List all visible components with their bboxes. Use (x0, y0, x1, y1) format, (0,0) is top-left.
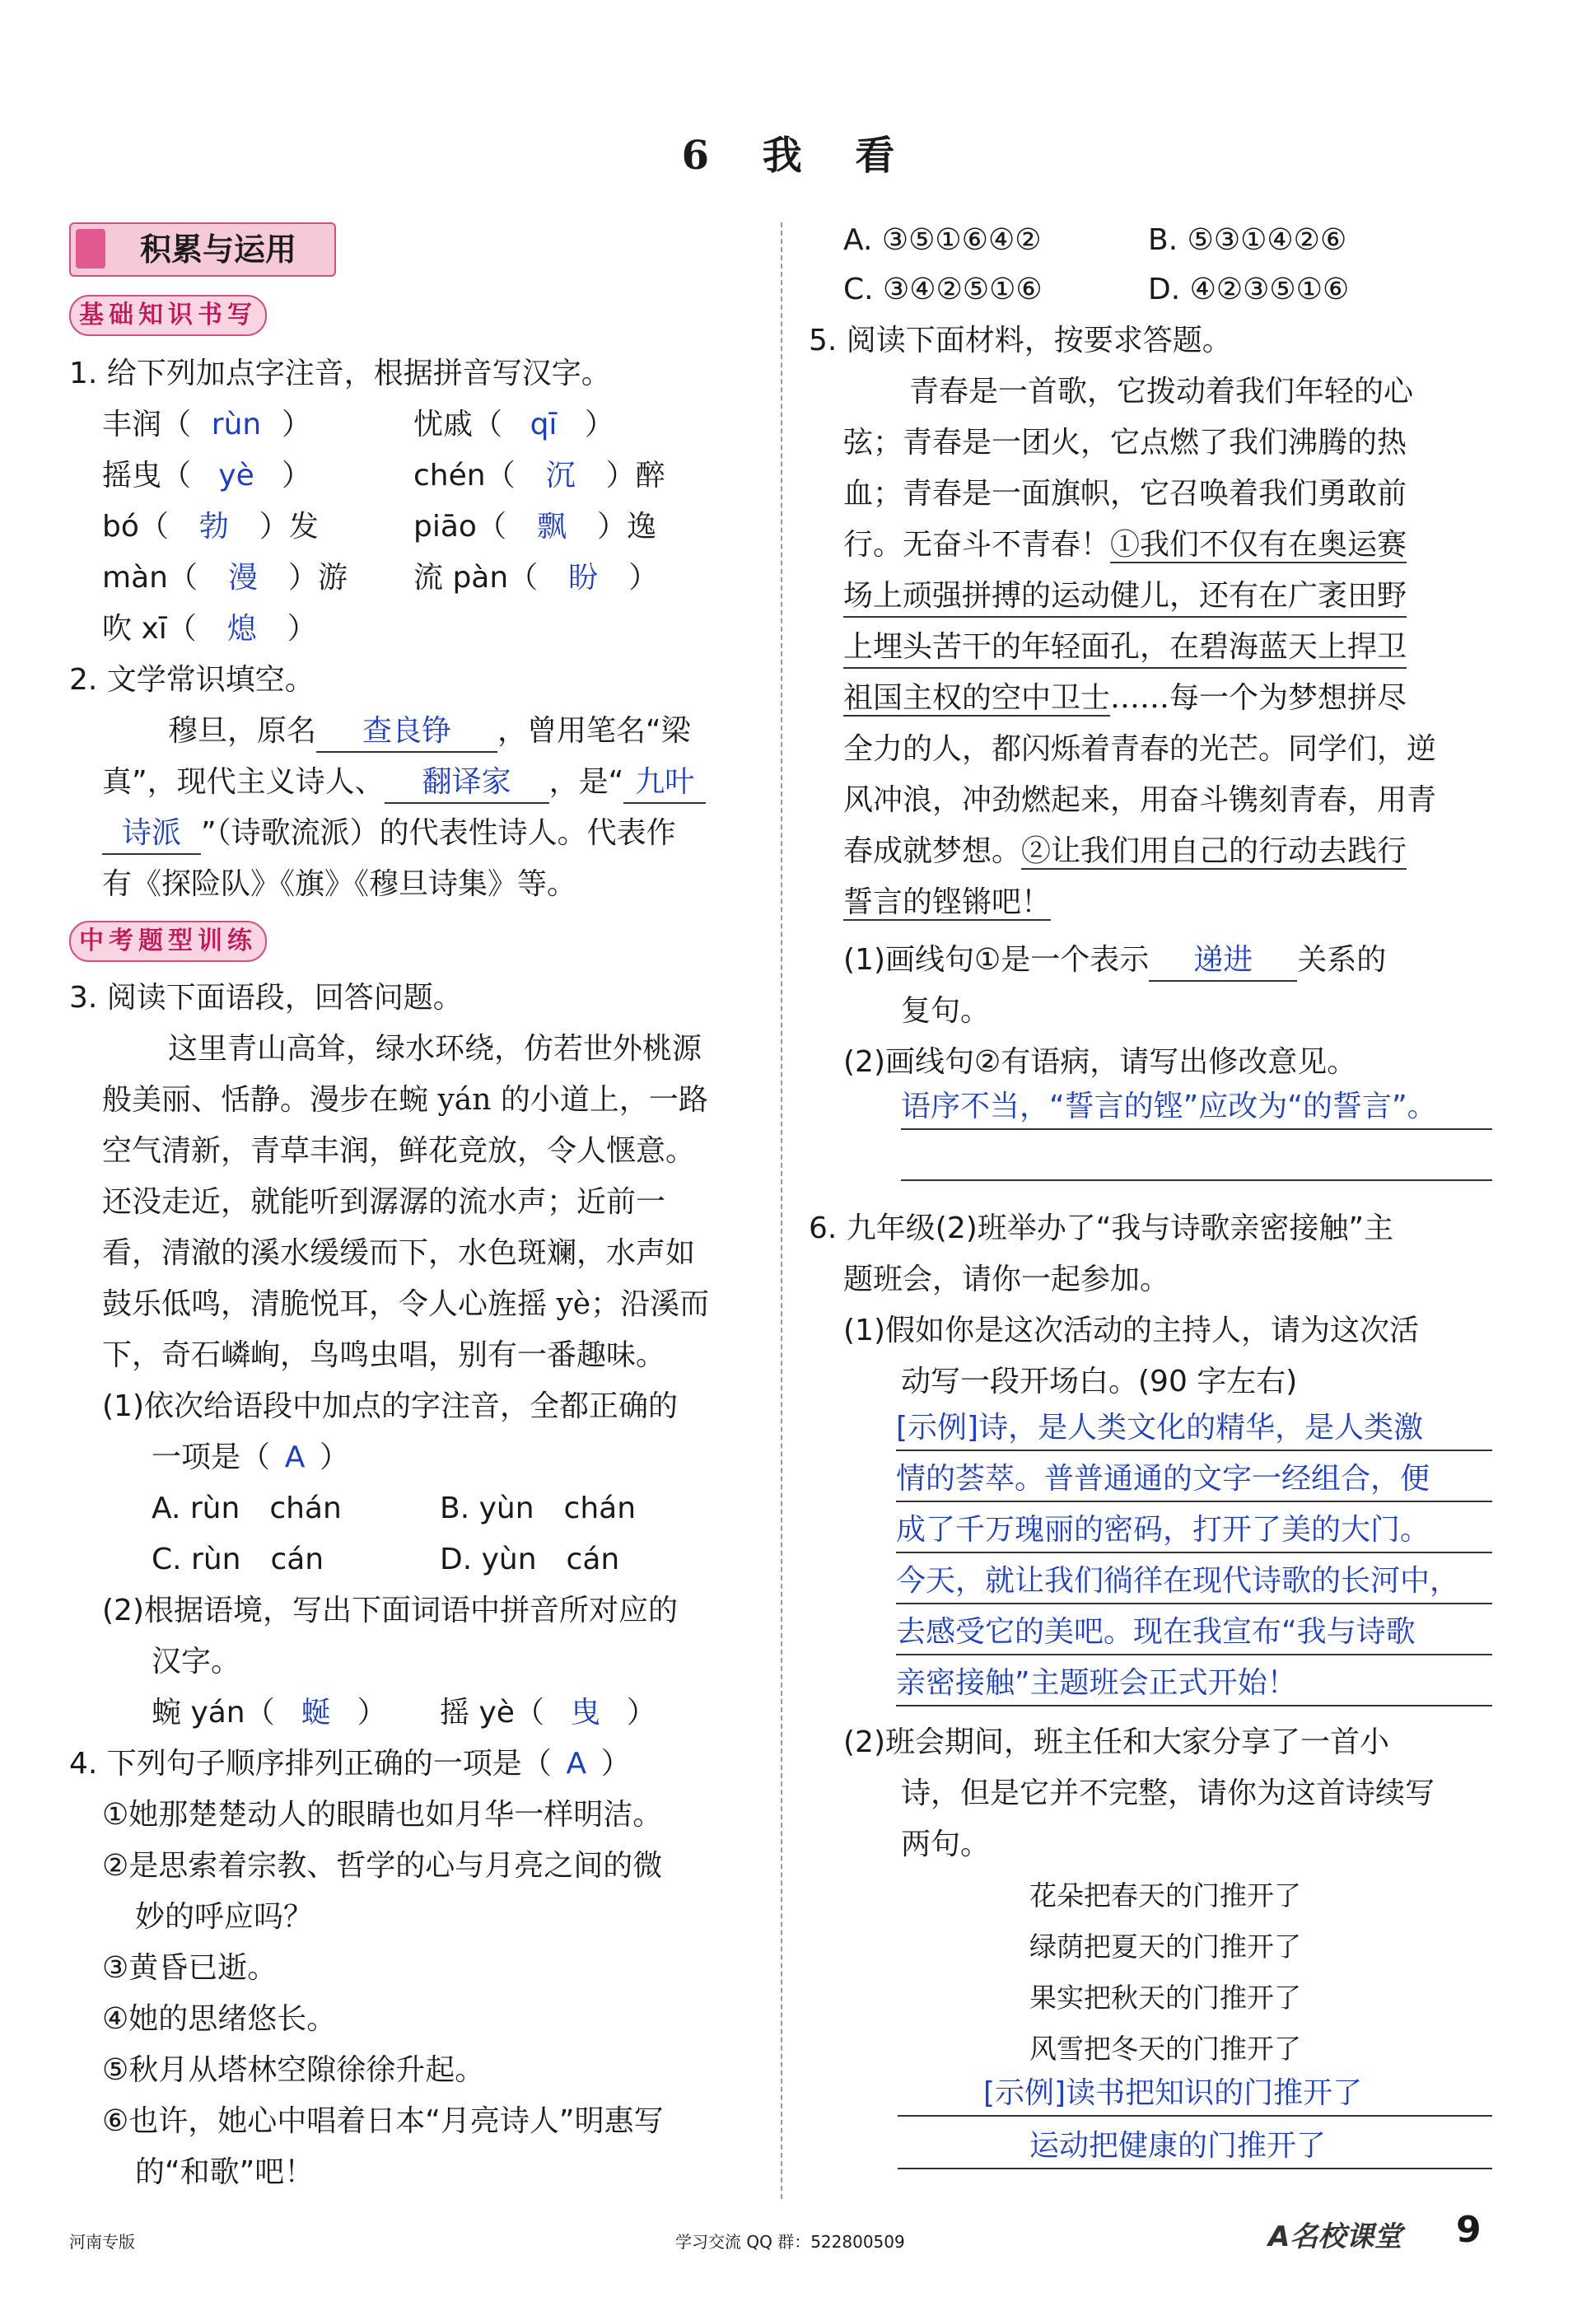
q1-r1b: 忧戚（ qī ） (413, 408, 615, 441)
q4-i2b: 妙的呼应吗？ (135, 1900, 314, 1934)
q1-stem: 1. 给下列加点字注音，根据拼音写汉字。 (69, 357, 611, 390)
q6-stem2: 题班会，请你一起参加。 (843, 1263, 1170, 1296)
q3-p4: 还没走近，就能听到潺潺的流水声；近前一 (102, 1185, 666, 1219)
answer-rule (896, 1450, 1492, 1451)
column-divider (781, 222, 782, 2199)
q5-s2-answer: 语序不当，“誓言的铿”应改为“的誓言”。 (901, 1090, 1437, 1123)
banner-bar (76, 229, 105, 268)
poem-line3: 果实把秋天的门推开了 (1029, 1982, 1301, 2014)
answer-rule (896, 1603, 1492, 1604)
q2-line2: 真”，现代主义诗人、 翻译家 ，是“ 九叶 (102, 763, 706, 804)
pill-exam-training: 中考题型训练 (69, 921, 267, 962)
answer-rule (901, 1179, 1492, 1181)
q1-r2b: chén（ 沉 ）醉 (413, 459, 665, 493)
q6-answer-line3: 成了千万瑰丽的密码，打开了美的大门。 (896, 1513, 1430, 1547)
q4-optC: C. ③④②⑤①⑥ (843, 273, 1043, 306)
q1-r3b: piāo（ 飘 ）逸 (413, 510, 656, 544)
q6-s2a: (2)班会期间，班主任和大家分享了一首小 (843, 1725, 1389, 1759)
q5-p8: 全力的人，都闪烁着青春的光芒。同学们，逆 (843, 732, 1437, 766)
q3-w1: 蜿 yán（ 蜒 ） (152, 1696, 387, 1730)
q4-i5: ⑤秋月从塔林空隙徐徐升起。 (102, 2053, 485, 2087)
footer-edition: 河南专版 (69, 2232, 135, 2252)
q4-optB: B. ⑤③①④②⑥ (1148, 223, 1347, 257)
q3-optC: C. rùn cán (152, 1543, 324, 1576)
q6-s1a: (1)假如你是这次活动的主持人，请为这次活 (843, 1314, 1419, 1347)
page-title: 6 我 看 (681, 133, 915, 179)
q3-w2: 摇 yè（ 曳 ） (440, 1696, 656, 1730)
q3-s1a: (1)依次给语段中加点的字注音，全都正确的 (102, 1389, 678, 1423)
q5-p10: 春成就梦想。②让我们用自己的行动去践行 (843, 834, 1407, 868)
q6-answer-line6: 亲密接触”主题班会正式开始！ (896, 1666, 1297, 1700)
q6-s2b: 诗，但是它并不完整，请你为这首诗续写 (901, 1776, 1435, 1810)
poem-answer1: [示例]读书把知识的门推开了 (983, 2076, 1363, 2110)
q1-r2a: 摇曳（ yè ） (102, 459, 312, 493)
q5-s1c: 复句。 (901, 994, 991, 1028)
q4-i1: ①她那楚楚动人的眼睛也如月华一样明洁。 (102, 1798, 663, 1832)
q5-p4: 行。无奋斗不青春！①我们不仅有在奥运赛 (843, 528, 1407, 562)
q4-i4: ④她的思绪悠长。 (102, 2002, 337, 2036)
q5-p6: 上埋头苦干的年轻面孔，在碧海蓝天上捍卫 (843, 628, 1407, 669)
q5-s2: (2)画线句②有语病，请写出修改意见。 (843, 1045, 1357, 1079)
answer-rule (896, 1501, 1492, 1502)
answer-rule (896, 1705, 1492, 1706)
q6-s2c: 两句。 (901, 1828, 991, 1861)
page-number: 9 (1456, 2209, 1482, 2251)
answer-rule (896, 1552, 1492, 1553)
footer-qq-group: 学习交流 QQ 群：522800509 (675, 2232, 905, 2252)
q4-optA: A. ③⑤①⑥④② (843, 223, 1042, 257)
q3-p5: 看，清澈的溪水缓缓而下，水色斑斓，水声如 (102, 1236, 696, 1270)
poem-answer2: 运动把健康的门推开了 (1029, 2129, 1327, 2163)
q6-answer-line2: 情的荟萃。普普通通的文字一经组合，便 (896, 1462, 1430, 1496)
q3-p6: 鼓乐低鸣，清脆悦耳，令人心旌摇 yè；沿溪而 (102, 1287, 710, 1321)
answer-rule (901, 1128, 1492, 1130)
q2-line3: 诗派 ”（诗歌流派）的代表性诗人。代表作 (102, 814, 676, 855)
q4-stem: 4. 下列句子顺序排列正确的一项是（ A ） (69, 1747, 631, 1781)
q4-i6b: 的“和歌”吧！ (135, 2155, 315, 2189)
q6-answer-line4: 今天，就让我们徜徉在现代诗歌的长河中， (896, 1564, 1460, 1598)
q6-s1b: 动写一段开场白。(90 字左右) (901, 1365, 1298, 1398)
q3-optD: D. yùn cán (440, 1543, 620, 1576)
q1-r4b: 流 pàn（ 盼 ） (413, 561, 659, 595)
publisher-logo: A名校课堂 (1268, 2220, 1402, 2253)
q5-p11: 誓言的铿锵吧！ (843, 885, 1052, 919)
answer-rule (898, 2168, 1492, 2169)
answer-rule (898, 2115, 1492, 2117)
q3-p3: 空气清新，青草丰润，鲜花竞放，令人惬意。 (102, 1134, 696, 1168)
q5-p1: 青春是一首歌，它拨动着我们年轻的心 (909, 375, 1414, 409)
q2-line4: 有《探险队》《旗》《穆旦诗集》等。 (102, 867, 577, 901)
q4-i6a: ⑥也许，她心中唱着日本“月亮诗人”明惠写 (102, 2104, 664, 2138)
q6-answer-line5: 去感受它的美吧。现在我宣布“我与诗歌 (896, 1615, 1416, 1649)
q5-p9: 风冲浪，冲劲燃起来，用奋斗镌刻青春，用青 (843, 783, 1437, 817)
q3-p2: 般美丽、恬静。漫步在蜿 yán 的小道上，一路 (102, 1083, 708, 1117)
q4-optD: D. ④②③⑤①⑥ (1148, 273, 1350, 306)
q5-p5: 场上顽强拼搏的运动健儿，还有在广袤田野 (843, 577, 1407, 618)
q5-p2: 弦；青春是一团火，它点燃了我们沸腾的热 (843, 426, 1407, 460)
q1-r3a: bó（ 勃 ）发 (102, 510, 319, 544)
poem-line2: 绿荫把夏天的门推开了 (1029, 1931, 1301, 1963)
q3-s2a: (2)根据语境，写出下面词语中拼音所对应的 (102, 1594, 678, 1627)
q5-p3: 血；青春是一面旗帜，它召唤着我们勇敢前 (843, 477, 1407, 511)
section-title: 积累与运用 (140, 231, 297, 268)
q4-i2a: ②是思索着宗教、哲学的心与月亮之间的微 (102, 1849, 663, 1883)
q2-stem: 2. 文学常识填空。 (69, 663, 315, 697)
poem-line1: 花朵把春天的门推开了 (1029, 1879, 1301, 1912)
answer-rule (896, 1654, 1492, 1655)
q1-r4a: màn（ 漫 ）游 (102, 561, 348, 595)
q1-r1a: 丰润（ rùn ） (102, 408, 312, 441)
q3-s1b: 一项是（ A ） (152, 1440, 350, 1474)
poem-line4: 风雪把冬天的门推开了 (1029, 2033, 1301, 2065)
q5-stem: 5. 阅读下面材料，按要求答题。 (809, 324, 1232, 357)
pill-basic-knowledge: 基础知识书写 (69, 295, 267, 336)
q3-optA: A. rùn chán (152, 1492, 342, 1525)
q1-r5a: 吹 xī（ 熄 ） (102, 612, 317, 646)
q6-stem1: 6. 九年级(2)班举办了“我与诗歌亲密接触”主 (809, 1212, 1394, 1245)
q3-p1: 这里青山高耸，绿水环绕，仿若世外桃源 (168, 1032, 702, 1066)
q2-line1: 穆旦，原名 查良铮 ，曾用笔名“梁 (168, 712, 691, 753)
q3-s2b: 汉字。 (152, 1645, 241, 1678)
q5-s1a: (1)画线句①是一个表示 递进 关系的 (843, 941, 1386, 982)
q3-p7: 下，奇石嶙峋，鸟鸣虫唱，别有一番趣味。 (102, 1338, 666, 1372)
q6-answer-line1: [示例]诗，是人类文化的精华，是人类激 (896, 1411, 1424, 1445)
q4-i3: ③黄昏已逝。 (102, 1951, 278, 1985)
section-banner (69, 222, 336, 277)
q5-p7: 祖国主权的空中卫士……每一个为梦想拼尽 (843, 681, 1407, 715)
q3-stem: 3. 阅读下面语段，回答问题。 (69, 981, 463, 1015)
q3-optB: B. yùn chán (440, 1492, 637, 1525)
